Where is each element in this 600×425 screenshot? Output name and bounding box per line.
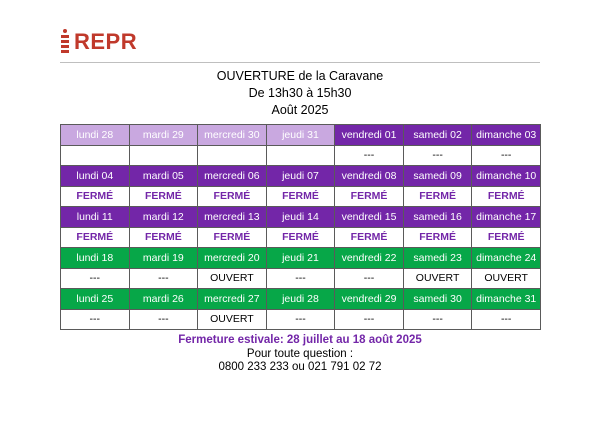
day-cell: lundi 25 [61, 289, 130, 310]
day-cell: mardi 19 [129, 248, 198, 269]
day-cell: mardi 26 [129, 289, 198, 310]
day-cell: samedi 16 [403, 207, 472, 228]
status-cell: --- [403, 309, 472, 330]
status-cell: --- [266, 309, 335, 330]
status-cell: FERMÉ [266, 227, 335, 248]
day-cell: lundi 04 [61, 166, 130, 187]
status-cell: FERMÉ [129, 227, 198, 248]
day-cell: dimanche 03 [472, 125, 541, 146]
status-cell: FERMÉ [61, 227, 130, 248]
contact-phones: 0800 233 233 ou 021 791 02 72 [218, 361, 382, 373]
status-cell: --- [335, 145, 404, 166]
status-cell: --- [61, 309, 130, 330]
status-cell: OUVERT [403, 268, 472, 289]
status-cell [266, 145, 335, 166]
status-cell: FERMÉ [335, 227, 404, 248]
table-row [61, 125, 541, 146]
day-cell: mardi 12 [129, 207, 198, 228]
day-cell: mardi 05 [129, 166, 198, 187]
day-cell: jeudi 21 [266, 248, 335, 269]
day-cell: lundi 28 [61, 125, 130, 146]
table-row [61, 309, 541, 330]
repr-logo [60, 28, 137, 56]
status-cell: OUVERT [198, 268, 267, 289]
title-line-2: De 13h30 à 15h30 [248, 86, 352, 100]
table-row [61, 227, 541, 248]
day-cell: mercredi 06 [198, 166, 267, 187]
status-cell: --- [129, 309, 198, 330]
status-cell: --- [61, 268, 130, 289]
status-cell: FERMÉ [198, 227, 267, 248]
page-title [0, 68, 600, 119]
opening-calendar [60, 124, 541, 330]
day-cell: vendredi 15 [335, 207, 404, 228]
status-cell: FERMÉ [266, 186, 335, 207]
day-cell: mercredi 27 [198, 289, 267, 310]
table-row [61, 166, 541, 187]
day-cell: mercredi 20 [198, 248, 267, 269]
header-divider [60, 62, 540, 63]
status-cell: OUVERT [198, 309, 267, 330]
status-cell [129, 145, 198, 166]
status-cell: OUVERT [472, 268, 541, 289]
status-cell: --- [129, 268, 198, 289]
table-row [61, 248, 541, 269]
table-row [61, 268, 541, 289]
day-cell: lundi 18 [61, 248, 130, 269]
status-cell: --- [472, 309, 541, 330]
logo-text: REPR [74, 29, 138, 54]
table-row [61, 186, 541, 207]
day-cell: samedi 02 [403, 125, 472, 146]
day-cell: dimanche 24 [472, 248, 541, 269]
day-cell: jeudi 28 [266, 289, 335, 310]
status-cell [198, 145, 267, 166]
day-cell: vendredi 22 [335, 248, 404, 269]
day-cell: jeudi 14 [266, 207, 335, 228]
day-cell: mercredi 13 [198, 207, 267, 228]
day-cell: vendredi 01 [335, 125, 404, 146]
title-line-3: Août 2025 [271, 103, 329, 117]
day-cell: dimanche 10 [472, 166, 541, 187]
day-cell: jeudi 31 [266, 125, 335, 146]
status-cell [61, 145, 130, 166]
closure-notice: Fermeture estivale: 28 juillet au 18 août 2025 [178, 334, 422, 346]
status-cell: FERMÉ [198, 186, 267, 207]
lighthouse-icon [60, 29, 70, 55]
contact-question: Pour toute question : [246, 347, 354, 360]
day-cell: samedi 30 [403, 289, 472, 310]
footer-info [0, 334, 600, 375]
status-cell: --- [403, 145, 472, 166]
day-cell: samedi 09 [403, 166, 472, 187]
status-cell: --- [335, 268, 404, 289]
table-row [61, 207, 541, 228]
day-cell: vendredi 08 [335, 166, 404, 187]
table-row [61, 289, 541, 310]
day-cell: samedi 23 [403, 248, 472, 269]
title-line-1: OUVERTURE de la Caravane [216, 69, 384, 83]
status-cell: --- [472, 145, 541, 166]
table-row [61, 145, 541, 166]
day-cell: lundi 11 [61, 207, 130, 228]
status-cell: --- [266, 268, 335, 289]
status-cell: FERMÉ [472, 227, 541, 248]
status-cell: FERMÉ [472, 186, 541, 207]
day-cell: dimanche 17 [472, 207, 541, 228]
status-cell: FERMÉ [403, 186, 472, 207]
day-cell: mercredi 30 [198, 125, 267, 146]
day-cell: jeudi 07 [266, 166, 335, 187]
day-cell: mardi 29 [129, 125, 198, 146]
day-cell: dimanche 31 [472, 289, 541, 310]
status-cell: FERMÉ [403, 227, 472, 248]
day-cell: vendredi 29 [335, 289, 404, 310]
status-cell: FERMÉ [129, 186, 198, 207]
status-cell: --- [335, 309, 404, 330]
status-cell: FERMÉ [335, 186, 404, 207]
status-cell: FERMÉ [61, 186, 130, 207]
